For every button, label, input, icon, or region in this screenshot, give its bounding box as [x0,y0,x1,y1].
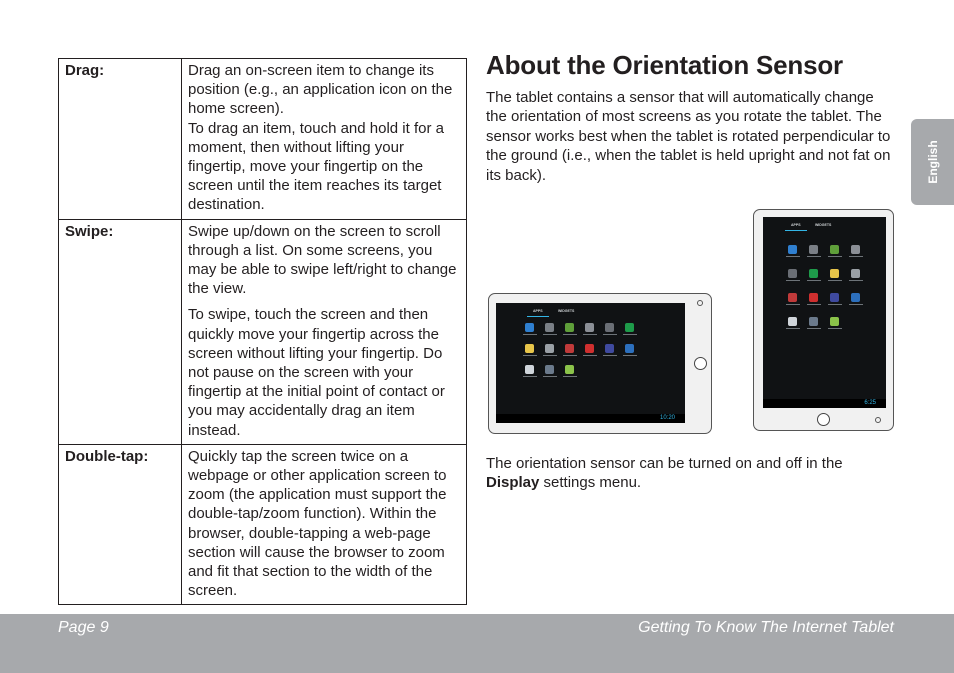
portrait-app-label [849,280,863,281]
portrait-app-icon [851,245,860,254]
landscape-tab-indicator [527,316,549,317]
portrait-app-icon [788,269,797,278]
portrait-app-label [786,280,800,281]
portrait-app-label [828,256,842,257]
portrait-app-icon [830,293,839,302]
language-label: English [925,140,940,184]
portrait-app-label [828,280,842,281]
portrait-app-label [807,256,821,257]
gesture-row [59,444,467,605]
portrait-app-icon [830,317,839,326]
portrait-app-icon [851,293,860,302]
landscape-app-icon [565,365,574,374]
landscape-app-label [523,334,537,335]
page-number: Page 9 [58,619,109,636]
landscape-camera [697,300,703,306]
landscape-tab-widgets: WIDGETS [558,309,575,313]
landscape-app-icon [565,344,574,353]
landscape-app-label [583,334,597,335]
portrait-screen [763,217,886,408]
gesture-term: Double-tap: [59,444,182,605]
gesture-paragraph: To swipe, touch the screen and then quickly move your fingertip across the screen without lifting your fingertip. Do not pause on the screen with your fingertip at the initial point of contact or you may accidentally drag an item instead. [188,306,445,439]
landscape-app-icon [625,323,634,332]
portrait-tab-widgets: WIDGETS [815,223,832,227]
gesture-description [182,219,467,444]
language-tab [911,119,954,205]
landscape-home-button [694,357,707,370]
landscape-tab-apps: APPS [533,309,543,313]
landscape-app-icon [605,323,614,332]
gesture-description [182,444,467,605]
gesture-row [59,59,467,220]
portrait-app-label [807,280,821,281]
portrait-app-icon [809,317,818,326]
landscape-app-label [543,355,557,356]
landscape-app-label [583,355,597,356]
portrait-app-label [807,304,821,305]
footer-title: Getting To Know The Internet Tablet [638,619,894,636]
landscape-app-icon [545,365,554,374]
note-prefix: The orientation sensor can be turned on and off in the [486,455,843,472]
display-settings-term: Display [486,474,540,492]
landscape-app-label [523,355,537,356]
landscape-app-label [543,376,557,377]
tablet-portrait-image [753,209,894,431]
landscape-app-label [603,334,617,335]
landscape-app-icon [525,344,534,353]
gesture-paragraph: Swipe up/down on the screen to scroll through a list. On some screens, you may be able to swipe left/right to change the view. [188,222,457,298]
portrait-app-icon [809,245,818,254]
landscape-app-icon [565,323,574,332]
landscape-app-icon [545,344,554,353]
portrait-app-label [849,304,863,305]
section-heading: About the Orientation Sensor [486,50,843,80]
gesture-table [58,58,467,605]
landscape-app-label [563,334,577,335]
portrait-tab-apps: APPS [791,223,801,227]
gesture-term: Drag: [59,59,182,220]
gesture-row [59,219,467,444]
portrait-app-label [786,328,800,329]
note-suffix: settings menu. [539,474,642,492]
landscape-app-icon [545,323,554,332]
landscape-app-label [543,334,557,335]
landscape-app-icon [525,323,534,332]
portrait-app-icon [788,245,797,254]
orientation-note [486,454,896,493]
gesture-paragraph: Drag an on-screen item to change its position (e.g., an application icon on the home screen). To drag an item, touch and hold it for a moment, then without lifting your fingertip, move your fingertip on the screen until the item reaches its target destination. [188,62,453,214]
page-footer [0,614,954,673]
landscape-app-label [563,376,577,377]
landscape-status-bar [496,414,685,423]
portrait-app-label [786,256,800,257]
portrait-tab-indicator [785,230,807,231]
landscape-app-icon [525,365,534,374]
landscape-app-label [623,355,637,356]
portrait-app-icon [809,269,818,278]
landscape-app-icon [585,323,594,332]
landscape-app-icon [585,344,594,353]
landscape-clock: 10:20 [659,415,675,421]
portrait-app-label [828,328,842,329]
portrait-app-label [786,304,800,305]
portrait-app-icon [851,269,860,278]
landscape-app-label [523,376,537,377]
portrait-app-label [849,256,863,257]
portrait-app-icon [830,269,839,278]
landscape-app-icon [625,344,634,353]
gesture-description [182,59,467,220]
tablet-landscape-image [488,293,712,434]
portrait-app-icon [830,245,839,254]
landscape-app-icon [605,344,614,353]
portrait-app-label [828,304,842,305]
intro-paragraph: The tablet contains a sensor that will automatically change the orientation of most screens as you rotate the tablet. The sensor works best when the tablet is rotated perpendicular to the ground (i.e., when the tablet is held upright and not fat on its back). [486,89,891,184]
portrait-app-icon [788,317,797,326]
portrait-home-button [817,413,830,426]
landscape-app-label [563,355,577,356]
landscape-app-label [603,355,617,356]
portrait-app-icon [809,293,818,302]
portrait-app-label [807,328,821,329]
landscape-screen [496,303,685,423]
portrait-status-bar [763,399,886,408]
gesture-term: Swipe: [59,219,182,444]
portrait-app-icon [788,293,797,302]
gesture-paragraph: Quickly tap the screen twice on a webpage or other application screen to zoom (the application must support the double-tap/zoom function). Within the browser, double-tapping a web-page section will cause the browser to zoom and fit that section to the width of the screen. [188,447,447,600]
portrait-clock: 6:25 [864,400,876,406]
landscape-app-label [623,334,637,335]
portrait-camera [875,417,881,423]
